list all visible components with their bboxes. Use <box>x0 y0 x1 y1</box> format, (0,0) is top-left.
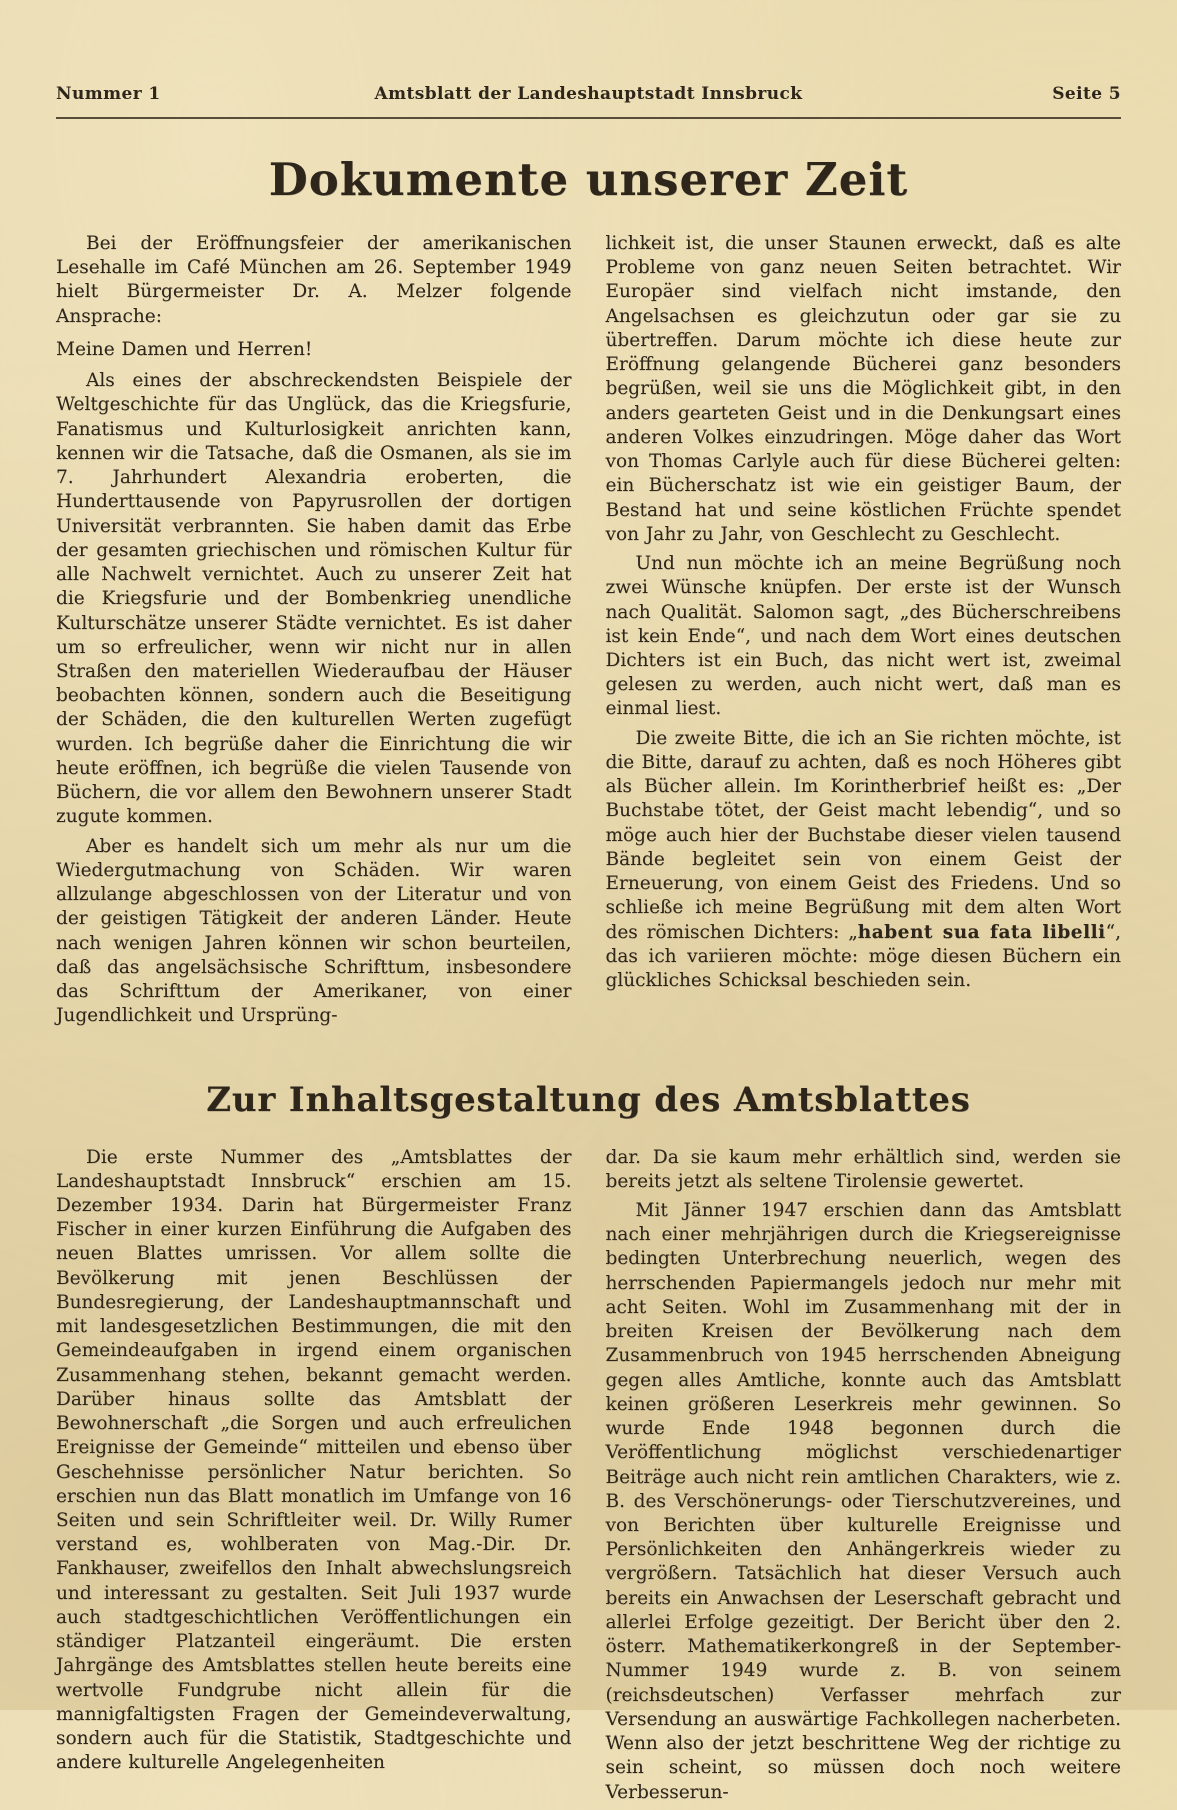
gestaltung-right-column <box>606 1146 1122 1810</box>
speech-paragraph-reparation: Aber es handelt sich um mehr als nur um die Wiedergutmachung von Schäden. Wir waren allzulange abgeschlossen von der Literatur und von der geistigen Tätigkeit der anderen Länder. Heute nach wenigen Jahren können wir schon beurteilen, daß das angelsächsische Schrifttum, insbesondere das Schrifttum der Amerikaner, von einer Jugendlichkeit und Ursprüng- <box>56 835 572 1027</box>
speech-columns <box>56 232 1121 1034</box>
speech-left-column <box>56 232 572 1034</box>
gestaltung-left-column <box>56 1146 572 1810</box>
speech-intro-paragraph: Bei der Eröffnungsfeier der amerikanischen Lesehalle im Café München am 26. September 1949 hielt Bürgermeister Dr. A. Melzer folgende Ansprache: <box>56 233 572 327</box>
latin-quote: habent sua fata libelli <box>857 921 1106 943</box>
speech-right-column <box>606 232 1122 1034</box>
speech-salutation: Meine Damen und Herren! <box>56 338 313 360</box>
closing-text-pre: Die zweite Bitte, die ich an Sie richten möchte, ist die Bitte, darauf zu achten, daß es noch Höheres gibt als Bücher allein. Im Korintherbrief heißt es: „Der Buchstabe tötet, der Geist macht lebendig“, und so möge auch hier der Buchstabe dieser vielen tausend Bände begleitet sein von einem Geist der Erneuerung, von einem Geist des Friedens. Und so schließe ich meine Begrüßung mit dem alten Wort des römischen Dichters: „ <box>605 727 1121 943</box>
header-page-number: Seite 5 <box>1052 84 1121 104</box>
speech-paragraph-continuation: lichkeit ist, die unser Staunen erweckt, daß es alte Probleme von ganz neuen Seiten betrachtet. Wir Europäer sind vielfach nicht imstande, den Angelsachsen es gleichzutun oder gar sie zu übertreffen. Darum möchte ich diese heute zur Eröffnung gelangende Bücherei ganz besonders begrüßen, weil sie uns die Möglichkeit gibt, in den anders gearteten Geist und in die Denkungsart eines anderen Volkes einzudringen. Möge daher das Wort von Thomas Carlyle auch für diese Bücherei gelten: ein Bücherschatz ist wie ein geistiger Baum, der Bestand hat und seine köstlichen Früchte spendet von Jahr zu Jahr, von Geschlecht zu Geschlecht. <box>605 233 1121 545</box>
speech-paragraph-quality-wish: Und nun möchte ich an meine Begrüßung noch zwei Wünsche knüpfen. Der erste ist der Wunsch nach Qualität. Salomon sagt, „des Bücherschreibens ist kein Ende“, und nach dem Wort eines deutschen Dichters ist ein Buch, das nicht wert ist, zweimal gelesen zu werden, auch nicht wert, daß man es einmal liest. <box>605 553 1121 720</box>
header-divider-rule <box>56 117 1121 119</box>
header-masthead: Amtsblatt der Landeshauptstadt Innsbruck <box>374 84 803 104</box>
gestaltung-paragraph-continuation: dar. Da sie kaum mehr erhältlich sind, werden sie bereits jetzt als seltene Tirolensie gewertet. <box>605 1146 1121 1192</box>
closing-text-post: “, das ich variieren möchte: möge diesen Büchern ein glückliches Schicksal beschieden sein. <box>605 921 1122 992</box>
article-speech-title: Dokumente unserer Zeit <box>268 153 909 206</box>
gestaltung-paragraph-postwar: Mit Jänner 1947 erschien dann das Amtsblatt nach einer mehrjährigen durch die Kriegsereignisse bedingten Unterbrechung neuerlich, wegen des herrschenden Papiermangels jedoch nur mehr mit acht Seiten. Wohl im Zusammenhang mit der in breiten Kreisen der Bevölkerung nach dem Zusammenbruch von 1945 herrschenden Abneigung gegen alles Amtliche, konnte auch das Amtsblatt keinen größeren Leserkreis mehr gewinnen. So wurde Ende 1948 begonnen durch die Veröffentlichung möglichst verschiedenartiger Beiträge auch nicht rein amtlichen Charakters, wie z. B. des Verschönerungs- oder Tierschutzvereines, und von Berichten über kulturelle Ereignisse und Persönlichkeiten den Anhängerkreis wieder zu vergrößern. Tatsächlich hat dieser Versuch auch bereits ein Anwachsen der Leserschaft gebracht und allerlei Erfolge gezeitigt. Der Bericht über den 2. österr. Mathematikerkongreß in der September-Nummer 1949 wurde z. B. von seinem (reichsdeutschen) Verfasser mehrfach zur Versendung an auswärtige Fachkollegen nacherbeten. Wenn also der jetzt beschrittene Weg der richtige zu sein scheint, so müssen doch noch weitere Verbesserun- <box>605 1199 1121 1803</box>
gestaltung-columns <box>56 1146 1121 1810</box>
article-speech <box>56 153 1121 1034</box>
speech-paragraph-history: Als eines der abschreckendsten Beispiele der Weltgeschichte für das Unglück, das die Kriegsfurie, Fanatismus und Kulturlosigkeit anrichten kann, kennen wir die Tatsache, daß die Osmanen, als sie im 7. Jahrhundert Alexandria eroberten, die Hunderttausende von Papyrusrollen der dortigen Universität verbrannten. Sie haben damit das Erbe der gesamten griechischen und römischen Kultur für alle Nachwelt vernichtet. Auch zu unserer Zeit hat die Kriegsfurie und der Bombenkrieg unendliche Kulturschätze unserer Städte vernichtet. Es ist daher um so erfreulicher, wenn wir nicht nur in allen Straßen den materiellen Wiederaufbau der Häuser beobachten können, sondern auch die Beseitigung der Schäden, die den kulturellen Werten zugefügt wurden. Ich begrüße daher die Einrichtung die wir heute eröffnen, ich begrüße die vielen Tausende von Büchern, die vor allem den Bewohnern unserer Stadt zugute kommen. <box>56 370 572 828</box>
page-header <box>56 84 1121 104</box>
header-issue-number: Nummer 1 <box>56 84 161 104</box>
gestaltung-paragraph-founding: Die erste Nummer des „Amtsblattes der Landeshauptstadt Innsbruck“ erschien am 15. Dezember 1934. Darin hat Bürgermeister Franz Fischer in einer kurzen Einführung die Aufgaben des neuen Blattes umrissen. Vor allem sollte die Bevölkerung mit jenen Beschlüssen der Bundesregierung, der Landeshauptmannschaft und mit landesgesetzlichen Bestimmungen, die mit den Gemeindeaufgaben in irgend einem organischen Zusammenhang stehen, bekannt gemacht werden. Darüber hinaus sollte das Amtsblatt der Bewohnerschaft „die Sorgen und auch erfreulichen Ereignisse der Gemeinde“ mitteilen und ebenso über Geschehnisse persönlicher Natur berichten. So erschien nun das Blatt monatlich im Umfange von 16 Seiten und sein Schriftleiter weil. Dr. Willy Rumer verstand es, wohlberaten von Mag.-Dir. Dr. Fankhauser, zweifellos den Inhalt abwechslungsreich und interessant zu gestalten. Seit Juli 1937 wurde auch stadtgeschichtlichen Veröffentlichungen ein ständiger Platzanteil eingeräumt. Die ersten Jahrgänge des Amtsblattes stellen heute bereits eine wertvolle Fundgrube nicht allein für die mannigfaltigsten Fragen der Gemeindeverwaltung, sondern auch für die Statistik, Stadtgeschichte und andere kulturelle Angelegenheiten <box>56 1146 572 1774</box>
article-gestaltung <box>56 1080 1121 1810</box>
article-gestaltung-title: Zur Inhaltsgestaltung des Amtsblattes <box>206 1079 971 1120</box>
speech-paragraph-closing <box>606 727 1122 994</box>
